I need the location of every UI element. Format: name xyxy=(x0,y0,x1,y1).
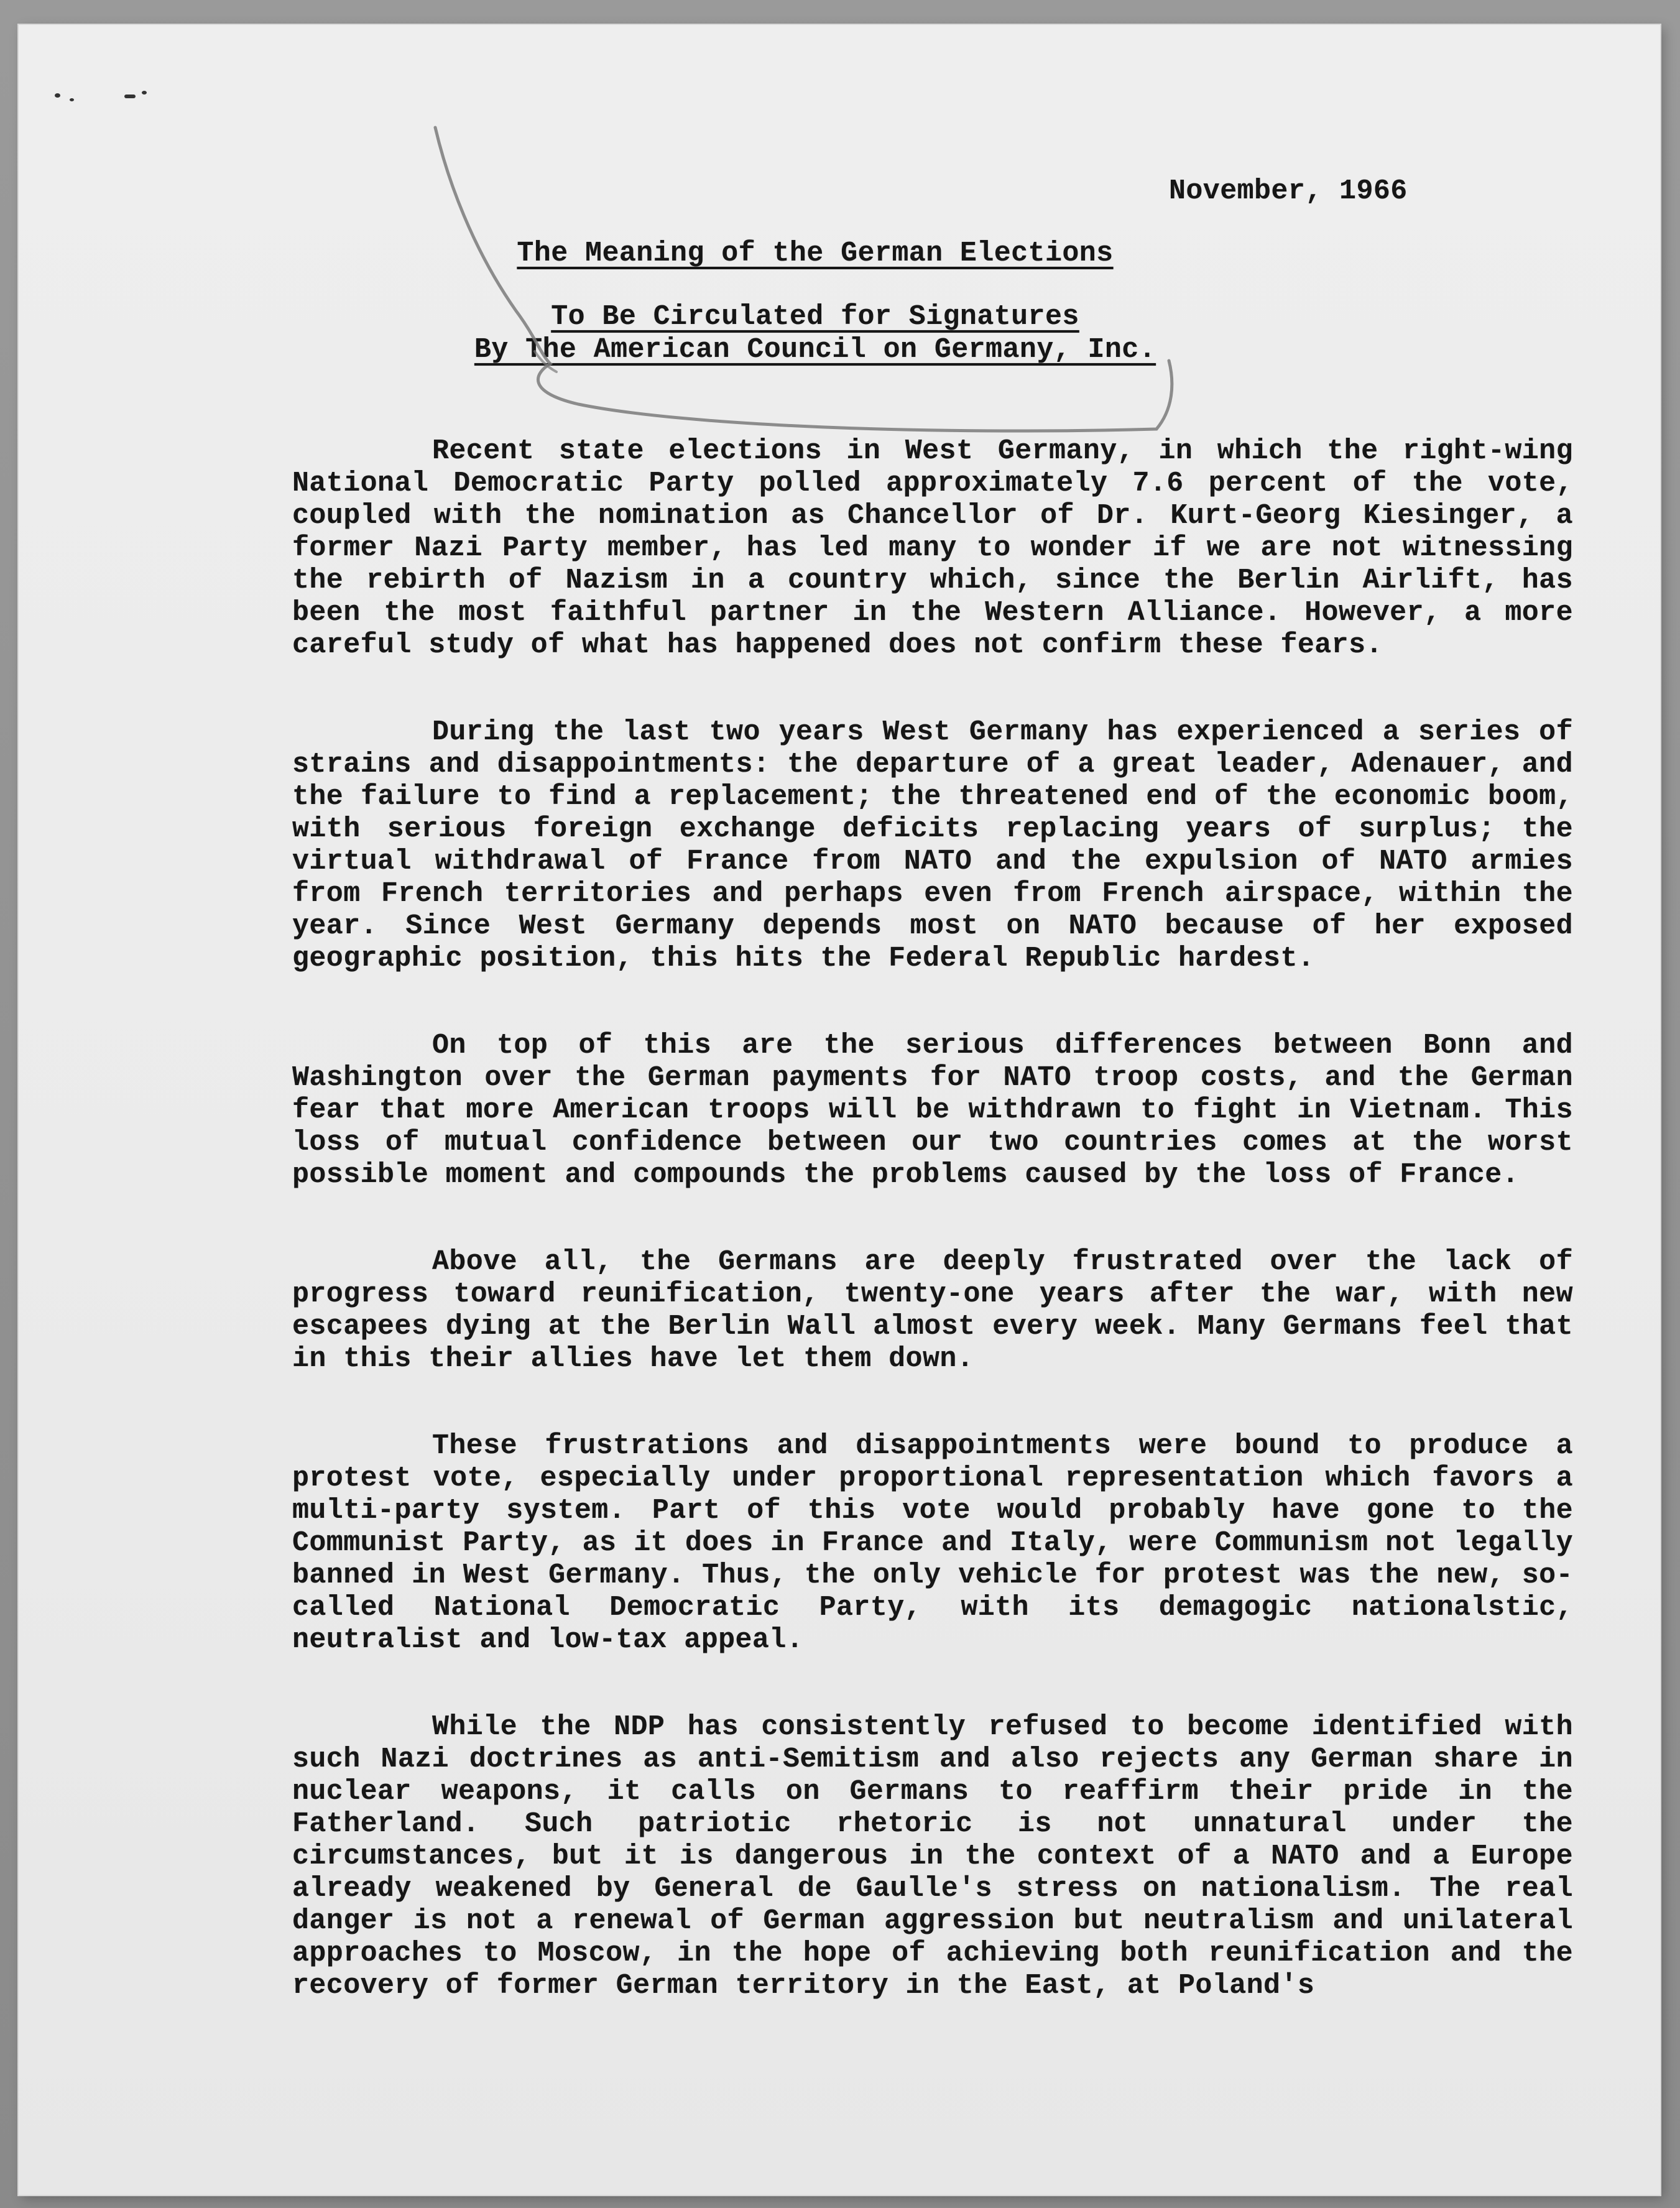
paragraph-6: While the NDP has consistently refused to become identified with such Nazi doctrines as anti-Semitism and also rejects any German share in nuclear weapons, it calls on Germans to reaffirm their pride in the Fatherland. Such patriotic rhetoric is not unnatural under the circumstances, but it is dangerous in the context of a NATO and a Europe already weakened by General de Gaulle's stress on nationalism. The real danger is not a renewal of German aggression but neutralism and unilateral approaches to Moscow, in the hope of achieving both reunification and the recovery of former German territory in the East, at Poland's xyxy=(292,1711,1573,2002)
letter-body xyxy=(292,435,1573,2057)
paragraph-3: On top of this are the serious differences between Bonn and Washington over the German payments for NATO troop costs, and the German fear that more American troops will be withdrawn to fight in Vietnam. This loss of mutual confidence between our two countries comes at the worst possible moment and compounds the problems caused by the loss of France. xyxy=(292,1030,1573,1191)
paragraph-2: During the last two years West Germany has experienced a series of strains and disappointments: the departure of a great leader, Adenauer, and the failure to find a replacement; the threatened end of the economic boom, with serious foreign exchange deficits replacing years of surplus; the virtual withdrawal of France from NATO and the expulsion of NATO armies from French territories and perhaps even from French airspace, within the year. Since West Germany depends most on NATO because of her exposed geographic position, this hits the Federal Republic hardest. xyxy=(292,716,1573,974)
issuing-organization-text: By The American Council on Germany, Inc. xyxy=(474,334,1156,366)
paragraph-1: Recent state elections in West Germany, in which the right-wing National Democratic Party polled approximately 7.6 percent of the vote, coupled with the nomination as Chancellor of Dr. Kurt-Georg Kiesinger, a former Nazi Party member, has led many to wonder if we are not witnessing the rebirth of Nazism in a country which, since the Berlin Airlift, has been the most faithful partner in the Western Alliance. However, a more careful study of what has happened does not confirm these fears. xyxy=(292,435,1573,661)
document-date: November, 1966 xyxy=(1169,175,1408,207)
paragraph-4: Above all, the Germans are deeply frustrated over the lack of progress toward reunification, twenty-one years after the war, with new escapees dying at the Berlin Wall almost every week. Many Germans feel that in this their allies have let them down. xyxy=(292,1246,1573,1375)
document-title-text: The Meaning of the German Elections xyxy=(517,238,1114,269)
circulation-note-text: To Be Circulated for Signatures xyxy=(551,301,1079,333)
paragraph-5: These frustrations and disappointments were bound to produce a protest vote, especially under proportional representation which favors a multi-party system. Part of this vote would probably have gone to the Communist Party, as it does in France and Italy, were Communism not legally banned in West Germany. Thus, the only vehicle for protest was the new, so-called National Democratic Party, with its demagogic nationalstic, neutralist and low-tax appeal. xyxy=(292,1430,1573,1656)
